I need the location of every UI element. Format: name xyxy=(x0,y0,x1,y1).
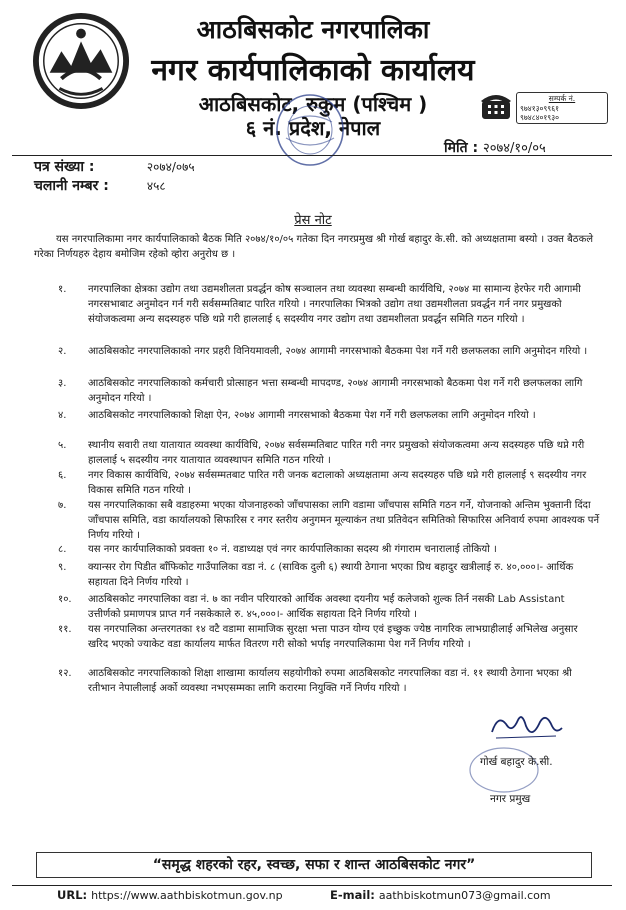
date-label: मिति : xyxy=(444,140,479,156)
contact-box xyxy=(516,92,608,124)
header-province: ६ नं. प्रदेश, नेपाल xyxy=(245,116,381,140)
signature-seal-stamp-icon xyxy=(468,746,540,794)
decision-number: १. xyxy=(58,284,67,295)
intro-paragraph: यस नगरपालिकामा नगर कार्यपालिकाको बैठक मिति २०७४/१०/०५ गतेका दिन नगरप्रमुख श्री गोर्ख बहादुर के.सी. को अध्यक्षतामा बस्यो । उक्त बैठकले गरेका निर्णयहरु देहाय बमोजिम रहेको व्होरा अनुरोध छ । xyxy=(34,234,594,260)
decision-text: यस नगर कार्यपालिकाको प्रवक्ता १० नं. वडाध्यक्ष एवं नगर कार्यपालिकाका सदस्य श्री गंगाराम चनारालाई तोकियो । xyxy=(88,544,497,555)
dispatch-number-value: ४५८ xyxy=(146,179,166,193)
letter-number-row xyxy=(34,157,195,176)
decision-text: नगर विकास कार्यविधि, २०७४ सर्वसम्मतबाट पारित गरी जनक बटालाको अध्यक्षतामा अन्य सदस्यहरु पछि थप्ने गरी हाललाई ९ सदस्यीय नगर विकास समिति गठन गरियो । xyxy=(88,470,587,496)
footer-divider xyxy=(12,885,612,886)
decision-text: आठबिसकोट नगरपालिकाको नगर प्रहरी विनियमावली, २०७४ आगामी नगरसभाको बैठकमा पेश गर्ने गरी छलफलका लागि अनुमोदन गरियो । xyxy=(88,346,588,357)
letter-number-value: २०७४/०७५ xyxy=(146,160,195,174)
decision-text: यस नगरपालिकाका सबै वडाहरुमा भएका योजनाहरुको जाँचपासका लागि वडामा जाँचपास समिति गठन गर्ने, योजनाको अन्तिम भुक्तानी दिंदा जाँचपास समिति, वडा कार्यालयको सिफारिस र नगर स्तरीय अनुगमन मूल्याकंन तथा प्रतिवेदन समितिको सिफारिस अनिवार्य रुपमा आवश्यक पर्ने निर्णय गरियो । xyxy=(88,500,600,541)
decision-text: आठबिसकोट नगरपालिकाको कर्मचारी प्रोत्साहन भत्ता सम्बन्धी मापदण्ड, २०७४ आगामी नगरसभाको बैठकमा पेश गर्ने गरी छलफलका लागि अनुमोदन गरियो । xyxy=(88,378,583,404)
contact-phone-1: ९७४१३०९९६१ xyxy=(520,103,559,113)
footer-email xyxy=(330,888,551,902)
contact-phone-2: ९७४८४०१९३० xyxy=(520,113,559,122)
dispatch-number-label: चलानी नम्बर : xyxy=(34,178,109,194)
footer-email-label: E-mail: xyxy=(330,888,375,902)
decision-number: २. xyxy=(58,346,67,357)
decision-text: आठबिसकोट नगरपालिकाको शिक्षा ऐन, २०७४ आगामी नगरसभाको बैठकमा पेश गर्ने गरी छलफलका लागि अनुमोदन गरियो । xyxy=(88,410,536,421)
signatory-name: गोर्ख बहादुर के.सी. xyxy=(480,756,553,768)
decision-text: यस नगरपालिका अन्तरगतका १४ वटै वडामा सामाजिक सुरक्षा भत्ता पाउन योग्य एवं इच्छुक ज्येष्ठ नागरिक लाभग्राहीलाई अभिलेख अनुसार खरिद भएको ज्याकेट वडा कार्यालय मार्फत वितरण गरी सोको भर्पाइ नगरपालिकामा पेश गर्ने निर्णय गरियो । xyxy=(88,624,578,650)
handwritten-signature-icon xyxy=(486,706,566,746)
document-title: प्रेस नोट xyxy=(294,213,332,228)
decision-number: ३. xyxy=(58,378,67,389)
header-municipality-name: आठबिसकोट नगरपालिका xyxy=(196,15,430,44)
signatory-title: नगर प्रमुख xyxy=(490,793,531,805)
decision-number: ७. xyxy=(58,500,67,511)
decision-text: स्थानीय सवारी तथा यातायात व्यवस्था कार्यविधि, २०७४ सर्वसम्मतिबाट पारित गरी नगर प्रमुखको संयोजकत्वमा अन्य सदस्यहरु पछि थप्ने गरी हाललाई ५ सदस्यीय नगर यातायात व्यवस्थापन समिति गठन गरियो । xyxy=(88,440,585,466)
footer-url-label: URL: xyxy=(57,888,88,902)
decision-number: ८. xyxy=(58,544,67,555)
decision-number: ९. xyxy=(58,562,67,573)
decision-text: आठबिसकोट नगरपालिका वडा नं. ७ का नवीन परियारको आर्थिक अवस्था दयनीय भई कलेजको शुल्क तिर्न नसकी Lab Assistant उत्तीर्णको प्रमाणपत्र प्राप्त गर्न नसकेकाले रु. ४५,०००।- आर्थिक सहायता दिने निर्णय गरियो । xyxy=(88,594,565,620)
footer-url xyxy=(57,888,283,902)
header-address: आठबिसकोट, रुकुम (पश्चिम ) xyxy=(198,92,428,116)
letter-number-label: पत्र संख्या : xyxy=(34,159,95,175)
contact-label: सम्पर्क नं. xyxy=(548,94,576,103)
decision-number: ११. xyxy=(58,624,72,635)
office-seal-stamp-icon xyxy=(274,92,346,168)
decision-number: ४. xyxy=(58,410,67,421)
telephone-icon xyxy=(479,89,513,121)
decision-text: क्यान्सर रोग पिडीत बाँफिकोट गाउँपालिका वडा नं. ८ (साविक दुली ६) स्थायी ठेगाना भएका प्रिथ बहादुर खत्रीलाई रु. ४०,०००।- आर्थिक सहायता दिने निर्णय गरियो । xyxy=(88,562,574,588)
slogan-banner: “समृद्ध शहरको रहर, स्वच्छ, सफा र शान्त आठबिसकोट नगर” xyxy=(36,852,592,878)
decision-number: १२. xyxy=(58,668,72,679)
footer-url-link[interactable]: https://www.aathbiskotmun.gov.np xyxy=(91,889,283,902)
decision-number: ६. xyxy=(58,470,67,481)
decision-text: नगरपालिका क्षेत्रका उद्योग तथा उद्यमशीलता प्रवर्द्धन कोष सञ्चालन तथा व्यवस्था सम्बन्धी कार्यविधि, २०७४ मा सामान्य हेरफेर गरी आगामी नगरसभाबाट अनुमोदन गर्न गरी सर्वसम्मतिबाट पारित गरियो । नगरपालिका भित्रको उद्योग तथा उद्यमशीलता प्रवर्द्धन गर्न नगर प्रमुखको संयोजकत्वमा अन्य सदस्यहरु पछि थप्ने गरी हाललाई ६ सदस्यीय नगर उद्योग तथा उद्यमशीलता प्रवर्द्धन समिति गठन गरियो । xyxy=(88,284,581,325)
dispatch-number-row xyxy=(34,176,166,195)
decision-number: १०. xyxy=(58,594,72,605)
decision-number: ५. xyxy=(58,440,67,451)
header-office-name: नगर कार्यपालिकाको कार्यालय xyxy=(151,53,475,88)
footer-email-link[interactable]: aathbiskotmun073@gmail.com xyxy=(378,889,551,902)
header-divider xyxy=(12,155,612,156)
date-value: २०७४/१०/०५ xyxy=(482,141,546,156)
decision-text: आठबिसकोट नगरपालिकाको शिक्षा शाखामा कार्यालय सहयोगीको रुपमा आठबिसकोट नगरपालिका वडा नं. ११ स्थायी ठेगाना भएका श्री रतीभान नेपालीलाई अर्को व्यवस्था नभएसम्मका लागि करारमा नियुक्ति गर्ने निर्णय गरियो । xyxy=(88,668,572,694)
